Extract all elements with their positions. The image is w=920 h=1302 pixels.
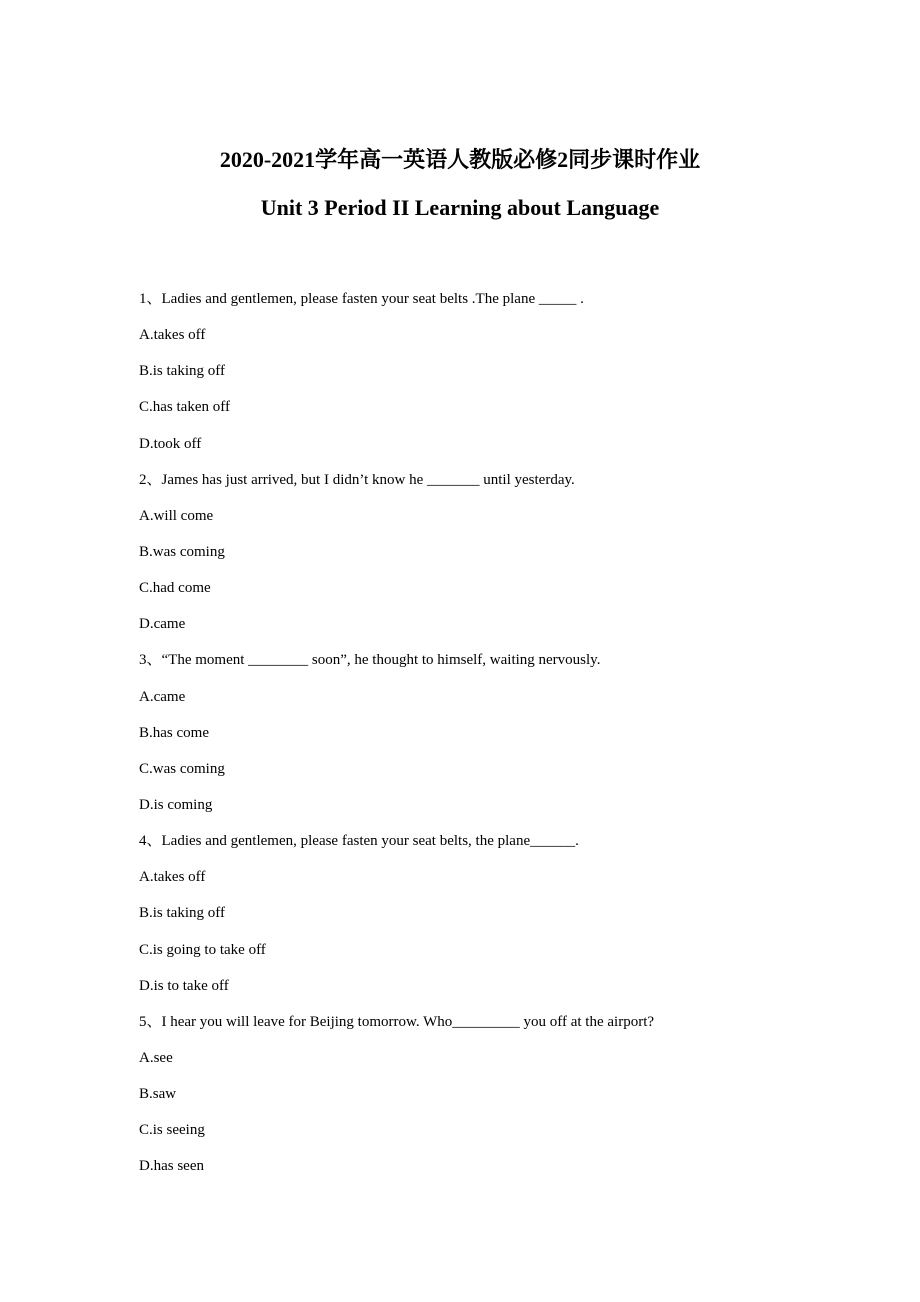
option-a: A.takes off [139,327,206,344]
question-2 [139,468,839,649]
option-a: A.takes off [139,869,206,886]
option-c: C.is seeing [139,1122,205,1139]
question-stem: 4、Ladies and gentlemen, please fasten your seat belts, the plane______. [139,833,579,850]
option-d: D.has seen [139,1158,204,1175]
option-d: D.took off [139,435,202,452]
document-subtitle: Unit 3 Period II Learning about Language [260,195,660,220]
question-list [139,287,839,1191]
question-3 [139,648,839,829]
option-b: B.has come [139,724,209,741]
option-c: C.has taken off [139,399,230,416]
question-5 [139,1010,839,1191]
document-title: 2020-2021学年高一英语人教版必修2同步课时作业 [219,147,701,172]
question-1 [139,287,839,468]
question-stem: 3、“The moment ________ soon”, he thought to himself, waiting nervously. [139,652,601,669]
option-d: D.is coming [139,796,213,813]
option-a: A.see [139,1049,173,1066]
question-stem: 1、Ladies and gentlemen, please fasten your seat belts .The plane _____ . [139,291,584,307]
option-d: D.is to take off [139,977,229,994]
question-4 [139,829,839,1010]
option-a: A.will come [139,507,214,524]
option-c: C.was coming [139,760,225,777]
option-a: A.came [139,688,186,705]
option-b: B.is taking off [139,905,225,922]
option-b: B.is taking off [139,363,225,380]
option-b: B.was coming [139,543,225,560]
option-c: C.had come [139,580,211,597]
option-d: D.came [139,616,186,633]
question-stem: 5、I hear you will leave for Beijing tomorrow. Who_________ you off at the airport? [139,1013,655,1030]
option-c: C.is going to take off [139,941,266,958]
option-b: B.saw [139,1086,177,1103]
question-stem: 2、James has just arrived, but I didn’t know he _______ until yesterday. [139,471,575,488]
